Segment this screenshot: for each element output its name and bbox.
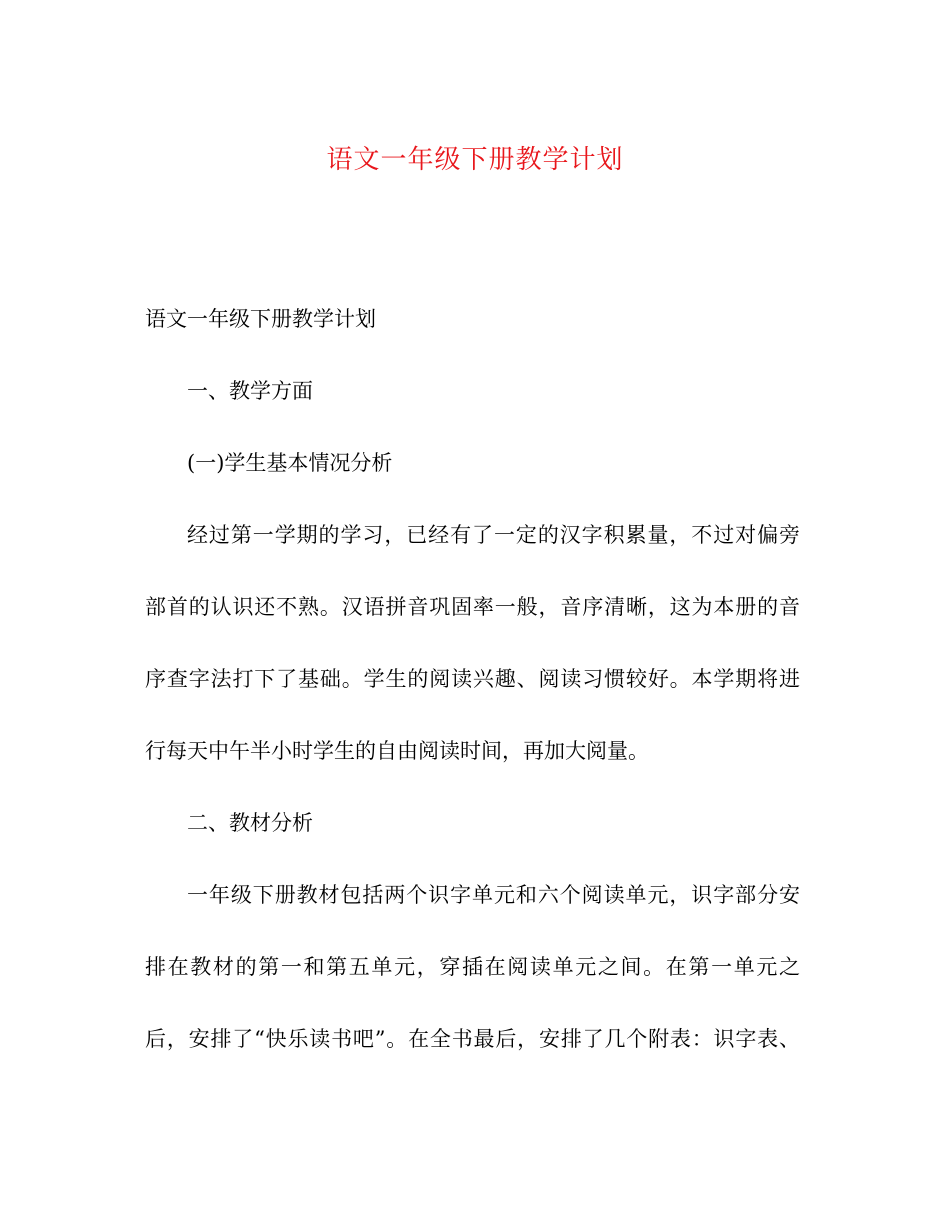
paragraph-line: 后，安排了“快乐读书吧”。在全书最后，安排了几个附表：识字表、 — [145, 1027, 800, 1051]
subsection-heading-students: (一)学生基本情况分析 — [187, 451, 393, 475]
section-heading-textbook: 二、教材分析 — [187, 811, 313, 835]
document-title: 语文一年级下册教学计划 — [326, 145, 624, 175]
document-body — [145, 296, 800, 1088]
paragraph-line: 排在教材的第一和第五单元，穿插在阅读单元之间。在第一单元之 — [145, 955, 800, 979]
paragraph-line: 行每天中午半小时学生的自由阅读时间，再加大阅量。 — [145, 739, 649, 763]
paragraph-line: 一年级下册教材包括两个识字单元和六个阅读单元，识字部分安 — [187, 883, 800, 907]
section-heading-teaching: 一、教学方面 — [187, 379, 313, 403]
paragraph-line: 序查字法打下了基础。学生的阅读兴趣、阅读习惯较好。本学期将进 — [145, 667, 800, 691]
subtitle-line: 语文一年级下册教学计划 — [145, 307, 376, 331]
paragraph-line: 部首的认识还不熟。汉语拼音巩固率一般，音序清晰，这为本册的音 — [145, 595, 800, 619]
paragraph-line: 经过第一学期的学习，已经有了一定的汉字积累量，不过对偏旁 — [187, 523, 800, 547]
